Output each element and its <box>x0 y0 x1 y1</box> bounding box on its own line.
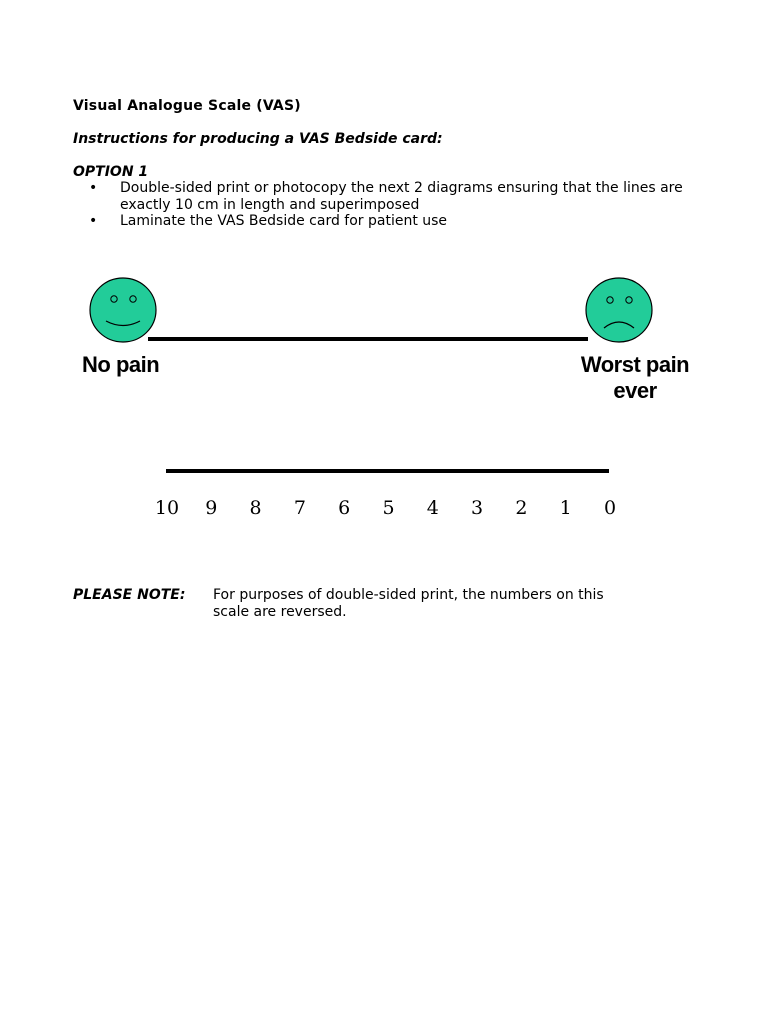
scale-number: 3 <box>471 497 484 519</box>
scale-number: 0 <box>603 497 617 519</box>
smiley-face-icon <box>88 276 160 344</box>
scale-number: 5 <box>382 497 395 519</box>
worst-pain-line2: ever <box>613 378 657 403</box>
list-item-text: Laminate the VAS Bedside card for patient use <box>120 213 448 229</box>
list-item-text: Double-sided print or photocopy the next 2 diagrams ensuring that the lines are exactly 10 cm in length and superimposed <box>120 180 683 213</box>
scale-number: 9 <box>205 497 218 519</box>
instructions-heading: Instructions for producing a VAS Bedside card: <box>73 131 443 147</box>
no-pain-label: No pain <box>82 352 160 377</box>
document-title: Visual Analogue Scale (VAS) <box>73 98 301 114</box>
note-text: For purposes of double-sided print, the numbers on this scale are reversed. <box>213 587 604 620</box>
numeric-scale-line <box>166 469 609 473</box>
worst-pain-label <box>560 352 710 404</box>
scale-number: 1 <box>559 497 572 519</box>
frowning-face-icon <box>584 276 656 344</box>
scale-number: 8 <box>249 497 262 519</box>
scale-number: 6 <box>338 497 351 519</box>
bullet-icon: • <box>89 180 98 196</box>
vas-line <box>148 337 588 341</box>
scale-number: 4 <box>426 497 439 519</box>
scale-number: 10 <box>154 497 180 519</box>
bullet-icon: • <box>89 213 98 229</box>
instruction-list <box>73 180 713 230</box>
scale-number: 2 <box>515 497 528 519</box>
option-heading: OPTION 1 <box>73 164 149 180</box>
worst-pain-line1: Worst pain <box>580 352 690 377</box>
list-item <box>73 213 713 230</box>
list-item <box>73 180 713 213</box>
scale-number: 7 <box>293 497 306 519</box>
note-label: PLEASE NOTE: <box>73 587 186 603</box>
